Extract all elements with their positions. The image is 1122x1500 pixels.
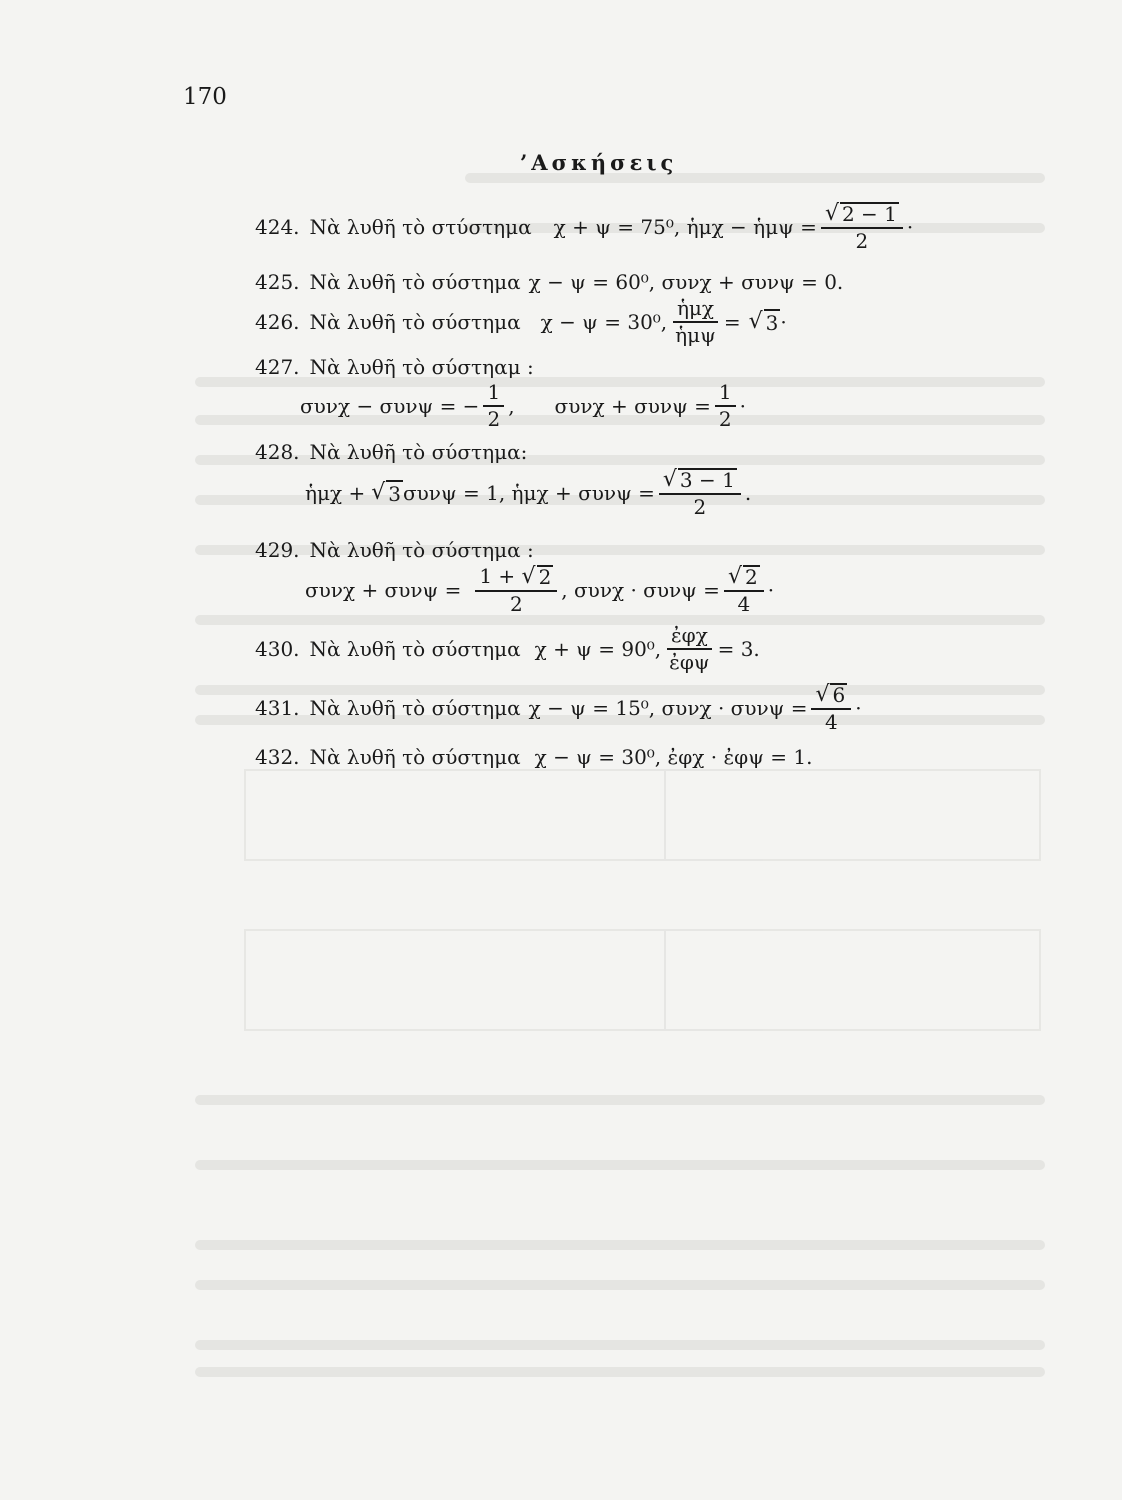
exercise-text: Νὰ λυθῆ τὸ σύστημα [309,637,521,661]
equation: χ − ψ = 60⁰, συνχ + συνψ = 0. [528,270,844,294]
exercise-number: 430. [255,637,300,661]
exercise-number: 425. [255,270,300,294]
equation: χ − ψ = 15⁰, συνχ · συνψ = [528,696,808,721]
exercise-text: Νὰ λυθῆ τὸ σύστημα [309,310,521,334]
equation: , συνχ · συνψ = [561,578,720,603]
square-root: √ 2 [521,564,552,589]
square-root: √ 3 − 1 [662,467,735,492]
exercise-432 [255,745,812,769]
equation: χ − ψ = 30⁰, [540,310,668,334]
exercise-text: Νὰ λυθῆ τὸ σύστημα [309,270,521,294]
exercise-number: 426. [255,310,300,334]
equation: χ + ψ = 75⁰, ἡμχ − ἡμψ = [553,215,817,240]
fraction: $\frac{1}{2}$ [715,382,736,430]
fraction: √ 6 4 [811,683,851,733]
square-root: √ 6 [815,682,846,707]
equation: συνχ − συνψ = − [300,394,480,418]
exercise-424: 424. Νὰ λυθῆ τὸ στύστημα χ + ψ = 75⁰, ἡμχ − ἡμψ = √ 2 − 1 2 · [255,201,914,254]
fraction: √ 2 4 [724,565,764,615]
equation: συνχ + συνψ = [305,578,462,603]
exercise-428-equations: ἡμχ + √ 3 συνψ = 1, ἡμχ + συνψ = √ 3 − 1 2 . [305,467,752,520]
exercise-428-title [255,440,527,464]
exercise-427-equations: συνχ − συνψ = − $\frac{1}{2}$ , συνχ + συνψ = $\frac{1}{2}$ · [300,380,746,431]
exercise-number: 424. [255,215,300,240]
square-root: √ 2 − 1 [824,201,897,226]
equation: συνχ + συνψ = [554,394,711,418]
square-root: √ 2 [727,564,758,589]
fraction: √ 2 − 1 2 [821,202,903,252]
exercise-431: 431. Νὰ λυθῆ τὸ σύστημα χ − ψ = 15⁰, συνχ · συνψ = √ 6 4 · [255,682,862,735]
equation: χ − ψ = 30⁰, ἐφχ · ἐφψ = 1. [534,745,813,769]
exercise-text: Νὰ λυθῆ τὸ στύστημα [309,215,532,240]
equation: ἡμχ + [305,481,366,506]
fraction: $\frac{1}{2}$ [483,382,504,430]
fraction: 1 + √ 2 2 [475,565,557,615]
exercise-number: 428. [255,440,300,464]
exercise-426: 426. Νὰ λυθῆ τὸ σύστημα χ − ψ = 30⁰, $\frac{\text{ἡμχ}}{\text{ἡμψ}}$ = √ 3 · [255,296,787,347]
section-heading: ’Ασκήσεις [520,150,678,175]
exercise-text: Νὰ λυθῆ τὸ σύστημα [309,696,521,721]
square-root: √ 3 [371,480,401,507]
square-root: √ 3 [748,309,779,335]
page-number: 170 [183,84,227,110]
exercise-425 [255,270,843,294]
exercise-text: Νὰ λυθῆ τὸ σύστημα : [309,538,534,562]
fraction: $\frac{\text{ἐφχ}}{\text{ἐφψ}}$ [665,625,713,673]
exercise-number: 429. [255,538,300,562]
exercise-text: Νὰ λυθῆ τὸ σύστημα: [309,440,528,464]
equation: χ + ψ = 90⁰, [534,637,662,661]
exercise-430: 430. Νὰ λυθῆ τὸ σύστημα χ + ψ = 90⁰, $\frac{\text{ἐφχ}}{\text{ἐφψ}}$ = 3. [255,623,760,674]
exercise-number: 431. [255,696,300,721]
exercise-number: 432. [255,745,300,769]
exercise-429-equations: συνχ + συνψ = 1 + √ 2 2 , συνχ · συνψ = √ 2 4 · [305,564,775,617]
exercise-text: Νὰ λυθῆ τὸ σύστημα [309,745,521,769]
equation: συνψ = 1, ἡμχ + συνψ = [402,481,655,506]
exercise-number: 427. [255,355,300,379]
exercise-text: Νὰ λυθῆ τὸ σύστηαμ : [309,355,534,379]
fraction: $\frac{\text{ἡμχ}}{\text{ἡμψ}}$ [671,298,720,346]
fraction: √ 3 − 1 2 [659,468,741,518]
exercise-429-title [255,538,534,562]
exercise-427-title [255,355,534,379]
